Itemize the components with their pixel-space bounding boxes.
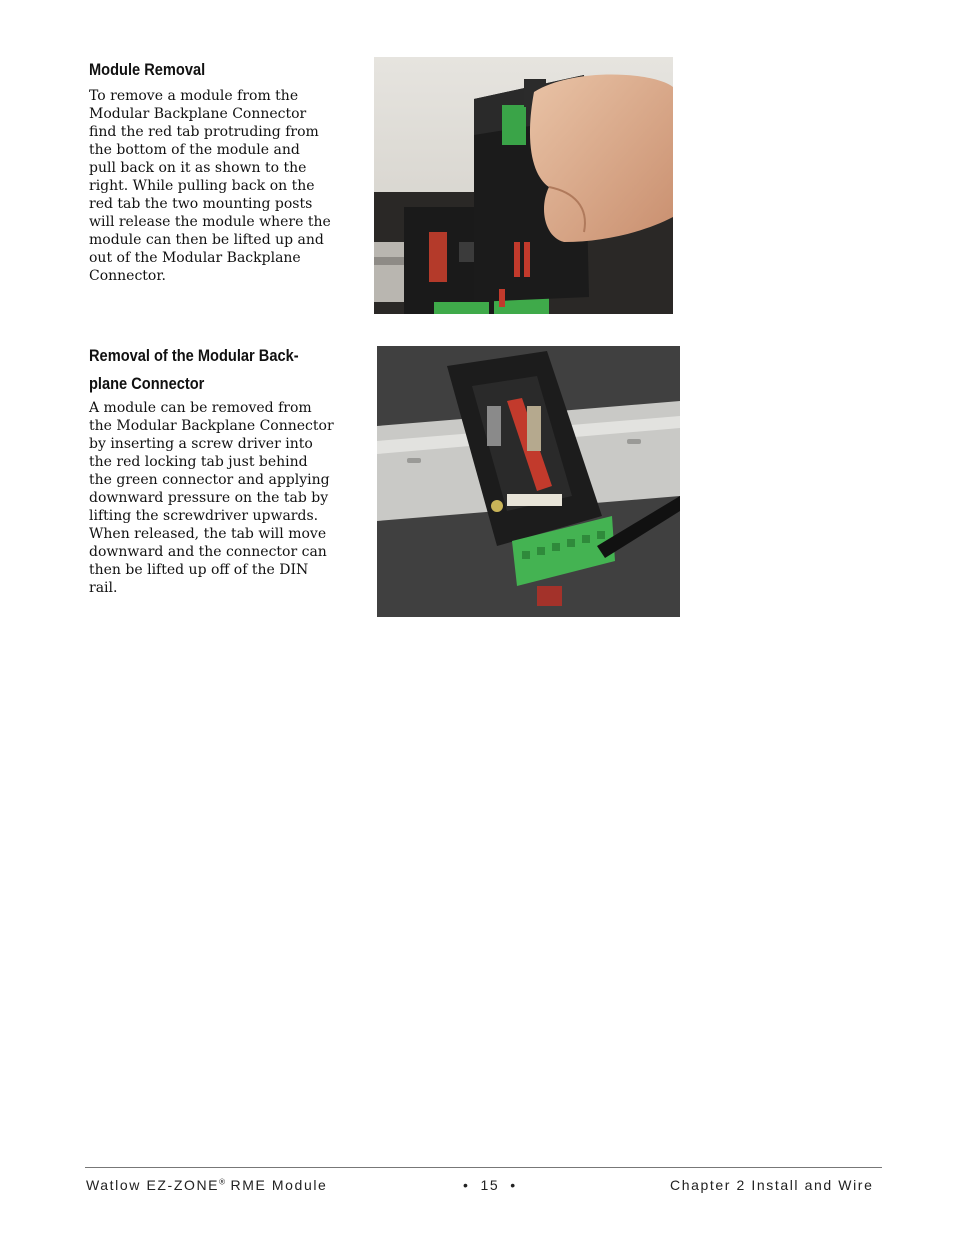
text-line: pull back on it as shown to the xyxy=(89,160,307,176)
footer-chapter: Chapter 2 Install and Wire xyxy=(670,1177,874,1193)
text-line: then be lifted up off of the DIN xyxy=(89,562,309,578)
text-line: rail. xyxy=(89,580,118,596)
text-line: find the red tab protruding from xyxy=(89,124,319,140)
text-line: right. While pulling back on the xyxy=(89,178,315,194)
backplane-connector-photo xyxy=(377,346,680,617)
text-line: the bottom of the module and xyxy=(89,142,300,158)
text-line: the Modular Backplane Connector xyxy=(89,418,334,434)
heading-line: plane Connector xyxy=(89,374,205,393)
text-line: When released, the tab will move xyxy=(89,526,327,542)
backplane-removal-heading xyxy=(89,346,299,394)
heading-line: Removal of the Modular Back- xyxy=(89,346,299,365)
text-line: Modular Backplane Connector xyxy=(89,106,307,122)
footer-rule xyxy=(85,1167,882,1168)
text-line: out of the Modular Backplane xyxy=(89,250,301,266)
text-line: the green connector and applying xyxy=(89,472,330,488)
text-line: Connector. xyxy=(89,268,166,284)
text-line: the red locking tab just behind xyxy=(89,454,308,470)
registered-mark: ® xyxy=(219,1177,226,1187)
footer-product-prefix: Watlow EZ-ZONE xyxy=(86,1177,220,1193)
text-line: downward and the connector can xyxy=(89,544,327,560)
text-line: To remove a module from the xyxy=(89,88,299,104)
text-line: by inserting a screw driver into xyxy=(89,436,313,452)
text-line: downward pressure on the tab by xyxy=(89,490,329,506)
text-line: will release the module where the xyxy=(89,214,331,230)
text-line: red tab the two mounting posts xyxy=(89,196,313,212)
module-removal-text xyxy=(89,87,331,285)
module-removal-photo xyxy=(374,57,673,314)
footer-product-suffix: RME Module xyxy=(225,1177,328,1193)
footer-page-number: • 15 • xyxy=(463,1177,517,1193)
text-line: lifting the screwdriver upwards. xyxy=(89,508,319,524)
text-line: A module can be removed from xyxy=(89,400,312,416)
backplane-removal-text xyxy=(89,399,334,597)
module-removal-heading: Module Removal xyxy=(89,60,206,79)
text-line: module can then be lifted up and xyxy=(89,232,324,248)
footer-product-name xyxy=(86,1177,327,1193)
